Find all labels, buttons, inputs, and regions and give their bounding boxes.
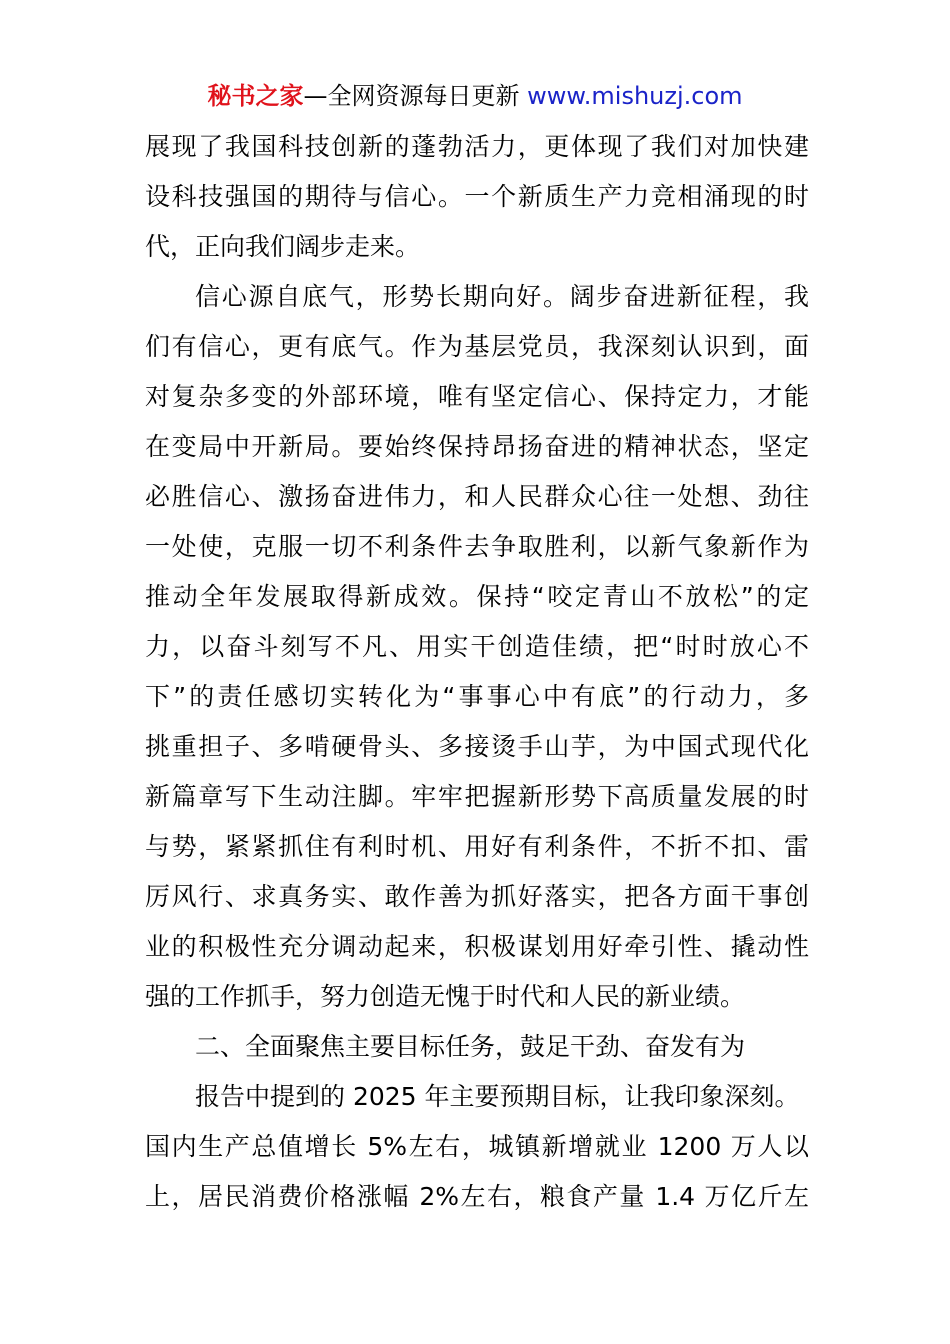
paragraph-line: 新篇章写下生动注脚。牢牢把握新形势下高质量发展的时 (145, 782, 809, 811)
header-tagline: —全网资源每日更新 (303, 82, 528, 110)
paragraph-line: 厉风行、求真务实、敢作善为抓好落实，把各方面干事创 (145, 882, 809, 911)
paragraph-line: 国内生产总值增长 5%左右，城镇新增就业 1200 万人以 (145, 1132, 809, 1161)
paragraph-line: 业的积极性充分调动起来，积极谋划用好牵引性、撬动性 (145, 932, 809, 961)
paragraph-line: 们有信心，更有底气。作为基层党员，我深刻认识到，面 (145, 332, 809, 361)
paragraph-line: 强的工作抓手，努力创造无愧于时代和人民的新业绩。 (145, 982, 746, 1011)
paragraph-line: 在变局中开新局。要始终保持昂扬奋进的精神状态，坚定 (145, 432, 809, 461)
paragraph-line: 信心源自底气，形势长期向好。阔步奋进新征程，我 (195, 282, 809, 311)
paragraph-line: 力，以奋斗刻写不凡、用实干创造佳绩，把“时时放心不 (145, 632, 809, 661)
header-url-link[interactable]: www.mishuzj.com (527, 82, 743, 110)
paragraph-line: 挑重担子、多啃硬骨头、多接烫手山芋，为中国式现代化 (145, 732, 809, 761)
paragraph-line: 设科技强国的期待与信心。一个新质生产力竞相涌现的时 (145, 182, 809, 211)
paragraph-line: 报告中提到的 2025 年主要预期目标，让我印象深刻。 (195, 1082, 800, 1111)
paragraph-line: 一处使，克服一切不利条件去争取胜利，以新气象新作为 (145, 532, 809, 561)
paragraph-line: 上，居民消费价格涨幅 2%左右，粮食产量 1.4 万亿斤左 (145, 1182, 809, 1211)
section-heading: 二、全面聚焦主要目标任务，鼓足干劲、奋发有为 (195, 1032, 746, 1061)
header-brand: 秘书之家 (207, 82, 304, 110)
page-header (0, 78, 950, 114)
document-body (145, 122, 809, 1222)
paragraph-line: 推动全年发展取得新成效。保持“咬定青山不放松”的定 (145, 582, 809, 611)
paragraph-line: 展现了我国科技创新的蓬勃活力，更体现了我们对加快建 (145, 132, 809, 161)
paragraph-line: 与势，紧紧抓住有利时机、用好有利条件，不折不扣、雷 (145, 832, 809, 861)
paragraph-line: 必胜信心、激扬奋进伟力，和人民群众心往一处想、劲往 (145, 482, 809, 511)
paragraph-line: 下”的责任感切实转化为“事事心中有底”的行动力，多 (145, 682, 809, 711)
paragraph-line: 对复杂多变的外部环境，唯有坚定信心、保持定力，才能 (145, 382, 809, 411)
paragraph-line: 代，正向我们阔步走来。 (145, 232, 421, 261)
